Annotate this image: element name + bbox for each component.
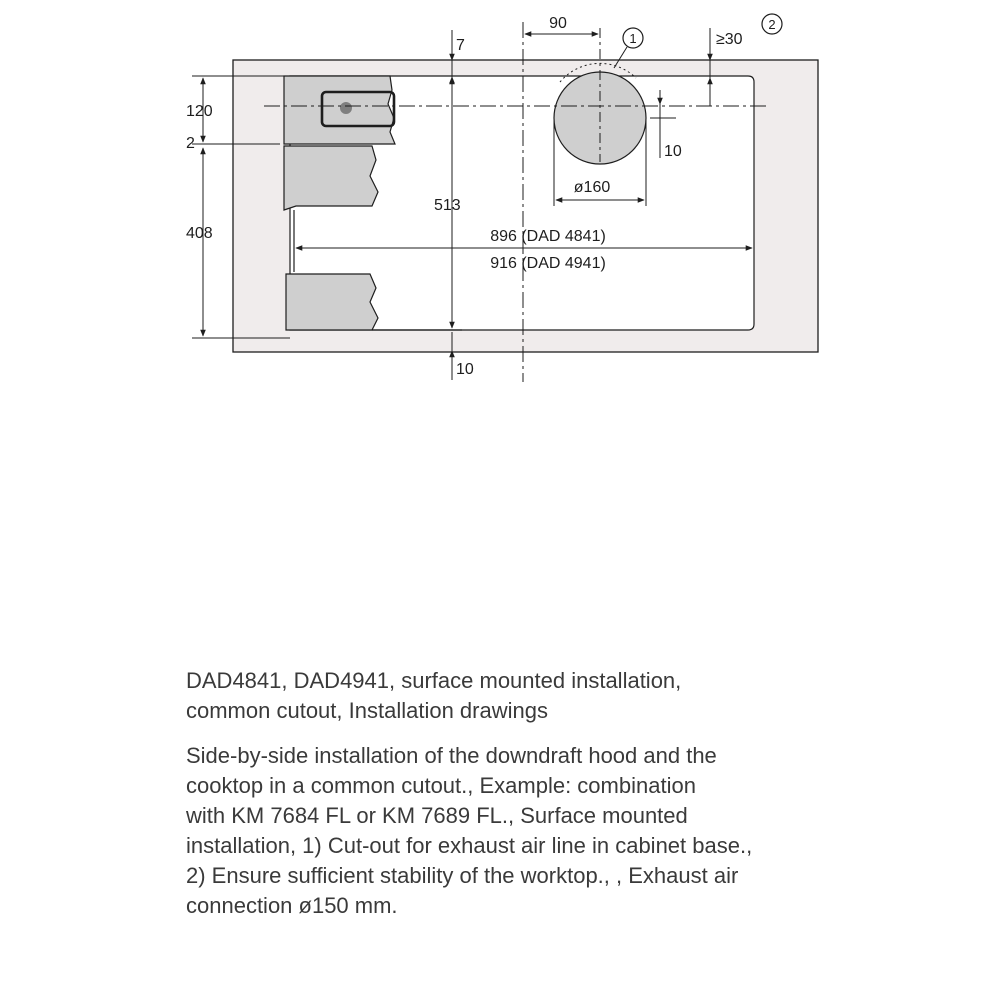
caption-body-line-5: 2) Ensure sufficient stability of the worktop., , Exhaust air [186, 863, 739, 888]
dim-160: ø160 [573, 179, 611, 196]
dim-2: 2 [186, 135, 195, 152]
dim-30: ≥30 [716, 31, 743, 48]
caption-title [186, 666, 886, 726]
dim-90: 90 [549, 15, 567, 32]
dim-7: 7 [456, 37, 465, 54]
cabinet-profile-middle [284, 146, 378, 210]
caption-body [186, 741, 886, 921]
dim-896: 896 (DAD 4841) [490, 228, 606, 245]
caption-body-line-3: with KM 7684 FL or KM 7689 FL., Surface mounted [186, 803, 688, 828]
caption-body-line-6: connection ø150 mm. [186, 893, 398, 918]
dim-10-duct: 10 [664, 143, 682, 160]
cabinet-profile-lower [286, 274, 378, 330]
caption-title-line-1: DAD4841, DAD4941, surface mounted installation, [186, 668, 682, 693]
dim-513: 513 [434, 197, 461, 214]
callout-2: 2 [768, 17, 776, 32]
dim-916: 916 (DAD 4941) [490, 255, 606, 272]
motor-dot [340, 102, 352, 114]
caption-title-line-2: common cutout, Installation drawings [186, 698, 548, 723]
dim-10-bottom: 10 [456, 361, 474, 378]
caption-body-line-2: cooktop in a common cutout., Example: combination [186, 773, 696, 798]
dim-120: 120 [186, 103, 213, 120]
callout-1: 1 [629, 31, 637, 46]
caption-body-line-1: Side-by-side installation of the downdraft hood and the [186, 743, 717, 768]
caption-body-line-4: installation, 1) Cut-out for exhaust air line in cabinet base., [186, 833, 753, 858]
dim-408: 408 [186, 225, 213, 242]
installation-drawing [0, 0, 1000, 420]
hood-profile-upper [284, 76, 395, 144]
